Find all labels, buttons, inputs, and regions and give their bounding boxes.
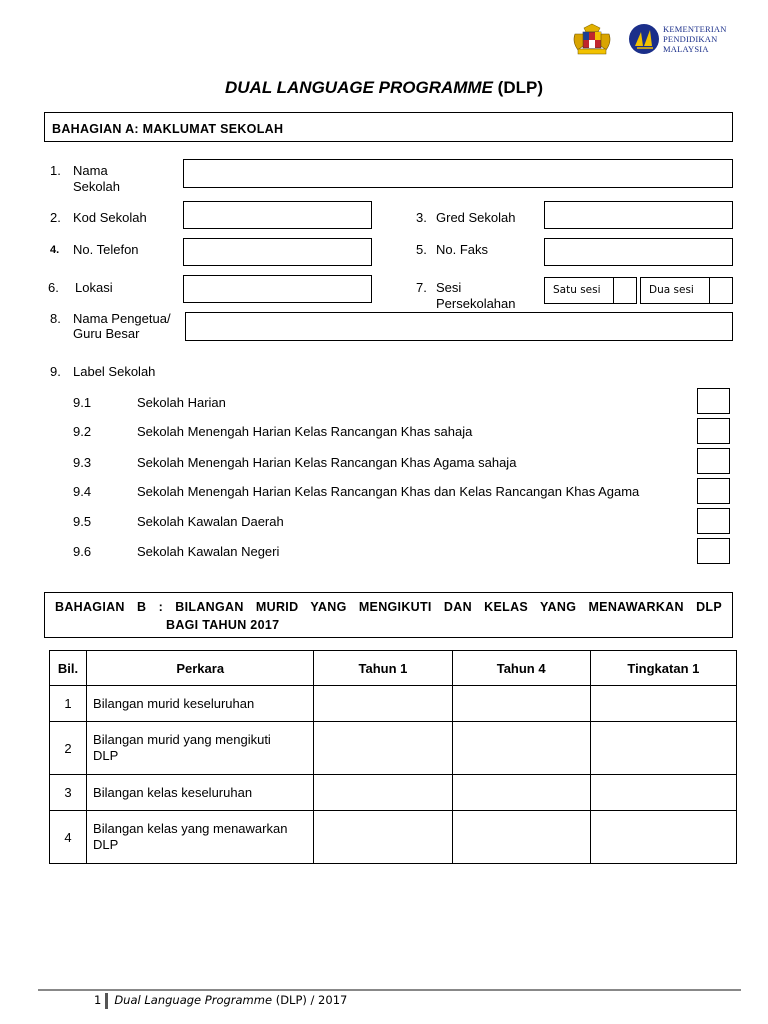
column-header: Tingkatan 1 bbox=[590, 651, 736, 686]
perkara-cell: Bilangan kelas yang menawarkan DLP bbox=[87, 811, 314, 864]
field-7-label: Sesi bbox=[436, 280, 462, 295]
column-header: Tahun 4 bbox=[452, 651, 590, 686]
gred-sekolah-field[interactable] bbox=[544, 201, 733, 229]
coat-of-arms-logo bbox=[570, 22, 614, 56]
field-7-label-2: Persekolahan bbox=[436, 296, 516, 311]
section-b-heading-line-2: BAGI TAHUN 2017 bbox=[166, 618, 280, 632]
tahun-4-cell[interactable] bbox=[452, 722, 590, 775]
ministry-logo-text bbox=[663, 24, 727, 54]
lokasi-field[interactable] bbox=[183, 275, 372, 303]
label-item-text: Sekolah Menengah Harian Kelas Rancangan Khas dan Kelas Rancangan Khas Agama bbox=[137, 484, 640, 499]
tingkatan-1-cell[interactable] bbox=[590, 686, 736, 722]
table-row bbox=[50, 722, 737, 775]
field-3-number: 3. bbox=[416, 210, 427, 225]
kawalan-negeri-checkbox[interactable] bbox=[697, 538, 730, 564]
no-telefon-field[interactable] bbox=[183, 238, 372, 266]
field-8-label-2: Guru Besar bbox=[73, 326, 140, 341]
tahun-1-cell[interactable] bbox=[314, 686, 452, 722]
tingkatan-1-cell[interactable] bbox=[590, 775, 736, 811]
tahun-1-cell[interactable] bbox=[314, 722, 452, 775]
document-title-suffix: (DLP) bbox=[497, 78, 543, 97]
field-4-number: 4. bbox=[50, 244, 60, 256]
field-1-label-2: Sekolah bbox=[73, 179, 120, 194]
tingkatan-1-cell[interactable] bbox=[590, 811, 736, 864]
satu-sesi-option bbox=[544, 277, 637, 304]
field-2-label: Kod Sekolah bbox=[73, 210, 147, 225]
section-a-heading bbox=[44, 112, 733, 142]
field-6-label: Lokasi bbox=[75, 280, 113, 295]
field-2-number: 2. bbox=[50, 210, 61, 225]
krka-sahaja-checkbox[interactable] bbox=[697, 448, 730, 474]
bil-cell: 3 bbox=[50, 775, 87, 811]
label-item-text: Sekolah Kawalan Negeri bbox=[137, 544, 280, 559]
perkara-cell: Bilangan kelas keseluruhan bbox=[87, 775, 314, 811]
logo-text-line-1: KEMENTERIAN bbox=[663, 24, 727, 34]
krk-dan-krka-checkbox[interactable] bbox=[697, 478, 730, 504]
label-item-number: 9.6 bbox=[73, 544, 92, 559]
footer-text-italic: Dual Language Programme bbox=[114, 993, 273, 1007]
kod-sekolah-field[interactable] bbox=[183, 201, 372, 229]
ministry-logo bbox=[627, 22, 737, 56]
dua-sesi-label: Dua sesi bbox=[649, 284, 694, 296]
sekolah-harian-checkbox[interactable] bbox=[697, 388, 730, 414]
footer-text-rest: (DLP) / 2017 bbox=[275, 993, 348, 1007]
kawalan-daerah-checkbox[interactable] bbox=[697, 508, 730, 534]
tahun-4-cell[interactable] bbox=[452, 775, 590, 811]
krk-sahaja-checkbox[interactable] bbox=[697, 418, 730, 444]
tahun-1-cell[interactable] bbox=[314, 811, 452, 864]
field-1-number: 1. bbox=[50, 163, 61, 178]
nama-pengetua-field[interactable] bbox=[185, 312, 733, 341]
footer-separator bbox=[105, 993, 108, 1009]
field-6-number: 6. bbox=[48, 280, 59, 295]
logo-text-line-2: PENDIDIKAN bbox=[663, 34, 718, 44]
field-8-number: 8. bbox=[50, 311, 61, 326]
label-item-number: 9.1 bbox=[73, 395, 92, 410]
tahun-1-cell[interactable] bbox=[314, 775, 452, 811]
field-5-label: No. Faks bbox=[436, 242, 489, 257]
dua-sesi-option bbox=[640, 277, 733, 304]
field-3-label: Gred Sekolah bbox=[436, 210, 516, 225]
page-number: 1 bbox=[94, 993, 102, 1007]
column-header: Tahun 1 bbox=[314, 651, 452, 686]
column-header: Bil. bbox=[50, 651, 87, 686]
label-item-number: 9.4 bbox=[73, 484, 92, 499]
table-header-row bbox=[50, 651, 737, 686]
perkara-cell: Bilangan murid keseluruhan bbox=[87, 686, 314, 722]
field-4-label: No. Telefon bbox=[73, 242, 139, 257]
bil-cell: 1 bbox=[50, 686, 87, 722]
satu-sesi-label: Satu sesi bbox=[553, 284, 601, 296]
dlp-table bbox=[49, 650, 737, 864]
no-faks-field[interactable] bbox=[544, 238, 733, 266]
page-footer bbox=[94, 992, 347, 1009]
label-item-text: Sekolah Menengah Harian Kelas Rancangan Khas Agama sahaja bbox=[137, 455, 517, 470]
bil-cell: 4 bbox=[50, 811, 87, 864]
tahun-4-cell[interactable] bbox=[452, 811, 590, 864]
footer-divider bbox=[38, 989, 741, 991]
section-b-heading bbox=[44, 592, 733, 638]
table-row bbox=[50, 775, 737, 811]
field-1-label: Nama bbox=[73, 163, 108, 178]
column-header: Perkara bbox=[87, 651, 314, 686]
field-5-number: 5. bbox=[416, 242, 427, 257]
field-8-label: Nama Pengetua/ bbox=[73, 311, 171, 326]
satu-sesi-checkbox[interactable] bbox=[613, 278, 636, 303]
bil-cell: 2 bbox=[50, 722, 87, 775]
label-item-number: 9.3 bbox=[73, 455, 92, 470]
label-item-number: 9.2 bbox=[73, 424, 92, 439]
label-sekolah-heading: Label Sekolah bbox=[73, 364, 156, 379]
dua-sesi-checkbox[interactable] bbox=[709, 278, 732, 303]
label-item-text: Sekolah Kawalan Daerah bbox=[137, 514, 284, 529]
tahun-4-cell[interactable] bbox=[452, 686, 590, 722]
logo-text-line-3: MALAYSIA bbox=[663, 44, 709, 54]
field-9-number: 9. bbox=[50, 364, 61, 379]
tingkatan-1-cell[interactable] bbox=[590, 722, 736, 775]
label-item-number: 9.5 bbox=[73, 514, 92, 529]
table-row bbox=[50, 811, 737, 864]
document-title-italic: DUAL LANGUAGE PROGRAMME bbox=[225, 78, 493, 97]
section-b-heading-line-1: BAHAGIAN B : BILANGAN MURID YANG MENGIKUTI DAN KELAS YANG MENAWARKAN DLP bbox=[55, 600, 722, 614]
table-row bbox=[50, 686, 737, 722]
document-title bbox=[0, 78, 768, 98]
field-7-number: 7. bbox=[416, 280, 427, 295]
label-item-text: Sekolah Harian bbox=[137, 395, 226, 410]
nama-sekolah-field[interactable] bbox=[183, 159, 733, 188]
perkara-cell: Bilangan murid yang mengikuti DLP bbox=[87, 722, 314, 775]
label-item-text: Sekolah Menengah Harian Kelas Rancangan Khas sahaja bbox=[137, 424, 473, 439]
section-a-heading-text: BAHAGIAN A: MAKLUMAT SEKOLAH bbox=[52, 122, 284, 136]
